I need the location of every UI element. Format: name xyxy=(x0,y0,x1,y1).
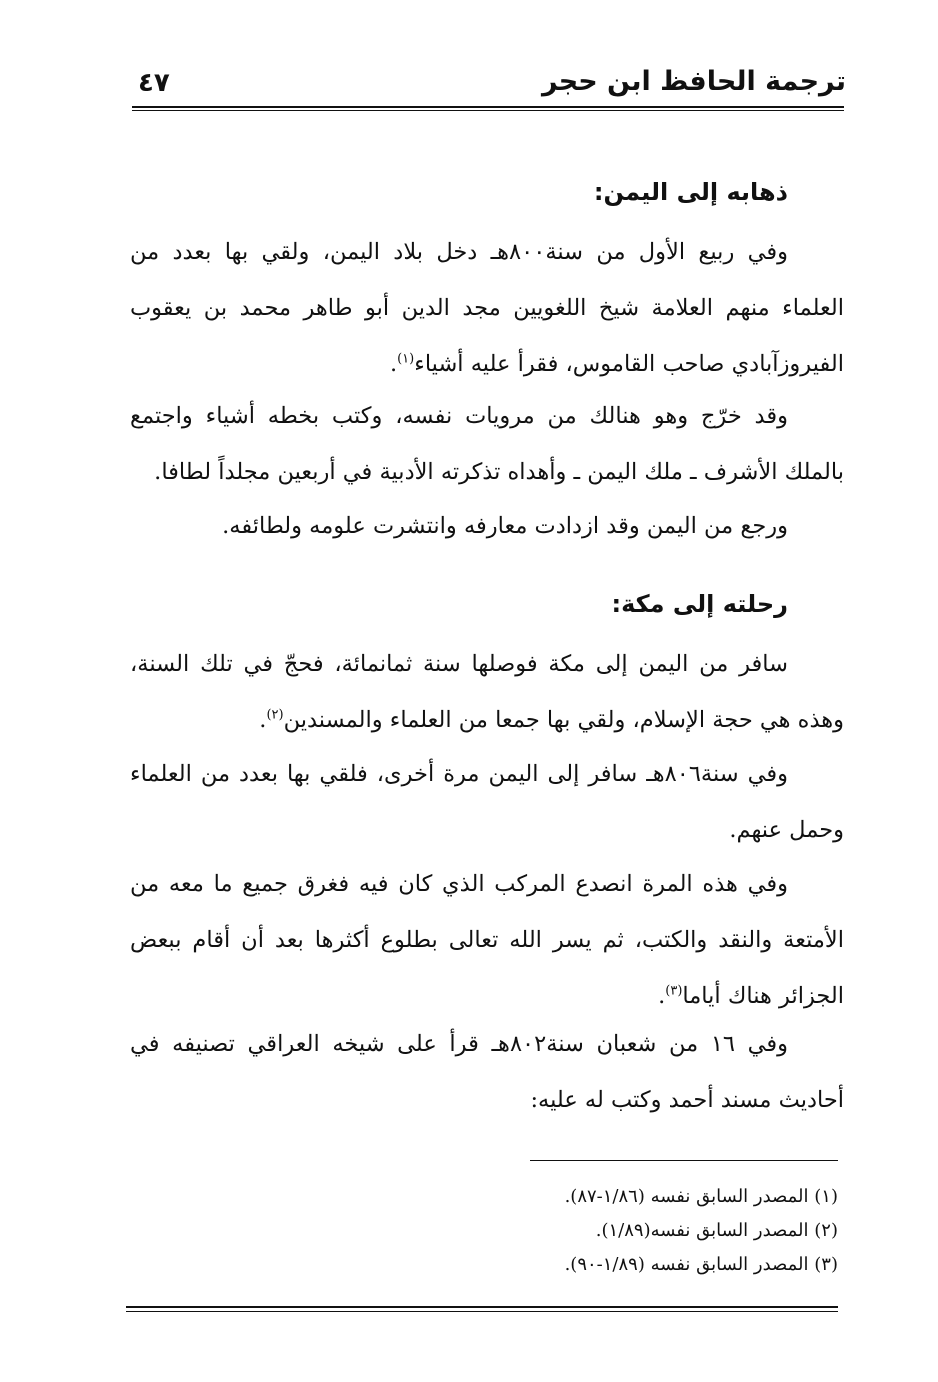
header-rule xyxy=(132,106,844,108)
paragraph-text: سافر من اليمن إلى مكة فوصلها سنة ثمانمائة، فحجّ في تلك السنة، وهذه هي حجة الإسلام، ولقي بها جمعا من العلماء والمسندين xyxy=(130,651,844,733)
footnote-marker: (٢) xyxy=(266,707,284,723)
paragraph xyxy=(130,636,844,748)
paragraph-tail: . xyxy=(389,351,398,377)
paragraph-text: وفي سنة٨٠٦هـ سافر إلى اليمن مرة أخرى، فلقي بها بعدد من العلماء وحمل عنهم. xyxy=(130,761,844,843)
running-header-title: ترجمة الحافظ ابن حجر xyxy=(541,66,846,97)
paragraph xyxy=(130,746,844,858)
paragraph xyxy=(130,388,844,500)
paragraph-text: وفي ربيع الأول من سنة٨٠٠هـ دخل بلاد اليمن، ولقي بها بعدد من العلماء منهم العلامة شيخ اللغويين مجد الدين أبو طاهر محمد بن يعقوب الفيروزآبادي صاحب القاموس، فقرأ عليه أشياء xyxy=(130,239,844,377)
footnote-marker: (٣) xyxy=(665,983,683,999)
section-heading-yemen: ذهابه إلى اليمن: xyxy=(593,178,788,206)
footer-rule xyxy=(126,1306,838,1308)
paragraph xyxy=(130,498,844,554)
header-rule-secondary xyxy=(132,110,844,111)
paragraph-text: وقد خرّج وهو هنالك من مرويات نفسه، وكتب بخطه أشياء واجتمع بالملك الأشرف ـ ملك اليمن ـ وأهداه تذكرته الأدبية في أربعين مجلداً لطافا. xyxy=(130,403,844,485)
paragraph-text: وفي ١٦ من شعبان سنة٨٠٢هـ قرأ على شيخه العراقي تصنيفه في أحاديث مسند أحمد وكتب له عليه: xyxy=(130,1031,844,1113)
paragraph-text: ورجع من اليمن وقد ازدادت معارفه وانتشرت علومه ولطائفه. xyxy=(222,513,788,539)
footnote-3: (٣) المصدر السابق نفسه (١/٨٩-٩٠). xyxy=(564,1254,838,1275)
footnote-separator xyxy=(530,1160,838,1161)
footer-rule-secondary xyxy=(126,1311,838,1312)
section-heading-mecca: رحلته إلى مكة: xyxy=(611,590,788,618)
page-number: ٤٧ xyxy=(138,68,170,98)
footnote-2: (٢) المصدر السابق نفسه(١/٨٩). xyxy=(595,1220,838,1241)
footnotes xyxy=(138,1180,838,1282)
footnote-marker: (١) xyxy=(397,351,415,367)
paragraph-tail: . xyxy=(259,707,267,733)
paragraph xyxy=(130,1016,844,1128)
paragraph-tail: . xyxy=(658,983,666,1009)
footnote-1: (١) المصدر السابق نفسه (١/٨٦-٨٧). xyxy=(564,1186,838,1207)
paragraph xyxy=(130,856,844,1024)
paragraph-text: وفي هذه المرة انصدع المركب الذي كان فيه فغرق جميع ما معه من الأمتعة والنقد والكتب، ثم يسر الله تعالى بطلوع أكثرها بعد أن أقام ببعض الجزائر هناك أياما xyxy=(130,871,844,1009)
paragraph xyxy=(130,224,844,392)
